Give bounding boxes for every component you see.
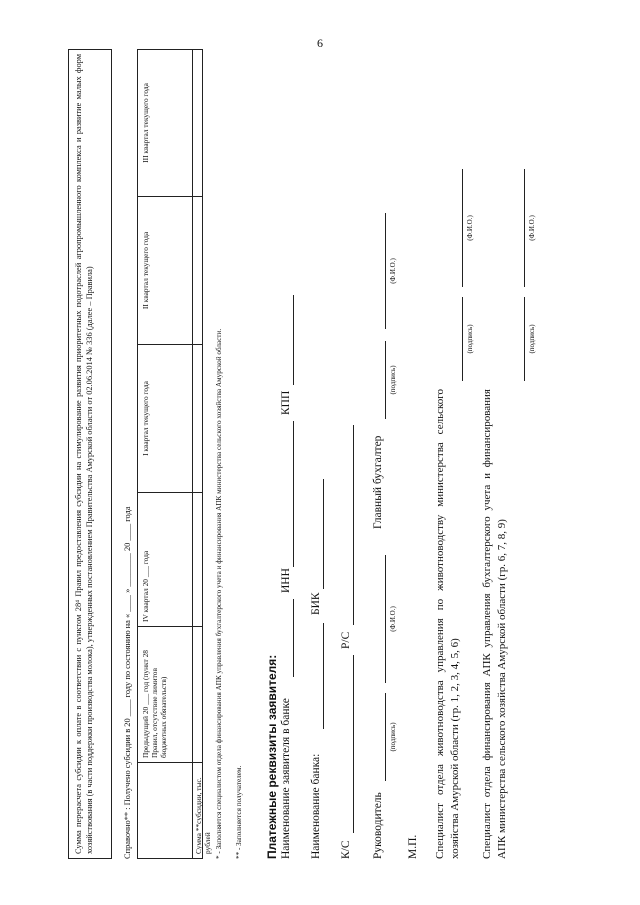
- footnote-1: * - Заполняется специалистом отдела финансирования АПК управления бухгалтерского учета и финансирования АПК министерства сельского хозяйства Амурской области.: [215, 328, 223, 859]
- table-col-q3: III квартал текущего года: [137, 49, 192, 197]
- finance-signature-hint: (подпись): [528, 324, 536, 354]
- livestock-name-hint: (Ф.И.О.): [466, 215, 474, 241]
- rs-label: Р/С: [340, 631, 352, 649]
- footnote-2: ** - Заполняется получателем.: [235, 765, 243, 859]
- applicant-bank-line: [293, 599, 294, 677]
- table-cell: [192, 49, 203, 197]
- kpp-label: КПП: [280, 390, 292, 415]
- chief-accountant-label: Главный бухгалтер: [372, 435, 384, 529]
- intro-box: [68, 49, 112, 859]
- table-col-previous-year: Предыдущий 20 ___ год (пункт 28 Правил, отсутствие лимитов бюджетных обязательств): [137, 627, 192, 763]
- bik-label: БИК: [310, 592, 322, 615]
- table-col-q4: IV квартал 20 ___ года: [137, 493, 192, 627]
- ks-line: [353, 655, 354, 833]
- intro-text: Сумма перерасчета субсидии к оплате в соответствии с пунктом 28⁴ Правил предоставления субсидии на стимулирование развития приоритетных подотраслей агропромышленного комплекса и развитие малых форм хозяйствования (в части поддержки производства молока), утвержденных постановлением Правительства Амурской области от 02.06.2014 № 336 (далее – Правила): [74, 54, 94, 854]
- payment-heading: Платежные реквизиты заявителя:: [265, 654, 279, 859]
- ks-label: К/С: [340, 840, 352, 859]
- finance-name-hint: (Ф.И.О.): [528, 215, 536, 241]
- accountant-signature-line: [385, 341, 386, 419]
- livestock-name-line: [462, 169, 463, 287]
- inn-line: [293, 421, 294, 567]
- bank-name-line: [323, 623, 324, 729]
- rs-line: [353, 425, 354, 625]
- table-col-q1: I квартал текущего года: [137, 345, 192, 493]
- bik-line: [323, 479, 324, 589]
- accountant-name-hint: (Ф.И.О.): [389, 258, 397, 284]
- accountant-signature-hint: (подпись): [389, 365, 397, 395]
- kpp-line: [293, 295, 294, 385]
- accountant-name-line: [385, 213, 386, 329]
- page-number: 6: [317, 36, 323, 50]
- table-header-empty: [137, 763, 192, 859]
- finance-signature-line: [524, 297, 525, 381]
- stamp-label: М.П.: [407, 834, 419, 859]
- inn-label: ИНН: [280, 568, 292, 593]
- subsidy-table: [137, 49, 212, 859]
- livestock-signature-hint: (подпись): [466, 324, 474, 354]
- livestock-specialist-text: Специалист отдела животноводства управления по животноводству министерства сельского хозяйства Амурской области (гр. 1, 2, 3, 4, 5, 6): [434, 389, 461, 859]
- reference-line: Справочно** : Получено субсидии в 20 ____ году по состоянию на « ____ » ________ 20 ____ года: [123, 506, 132, 859]
- head-signature-hint: (подпись): [389, 722, 397, 752]
- head-signature-line: [385, 693, 386, 781]
- table-cell: [192, 493, 203, 627]
- head-name-hint: (Ф.И.О.): [389, 606, 397, 632]
- table-cell: [192, 345, 203, 493]
- head-label: Руководитель: [372, 792, 384, 859]
- bank-name-label: Наименование банка:: [310, 753, 322, 859]
- table-col-q2: II квартал текущего года: [137, 197, 192, 345]
- finance-name-line: [524, 169, 525, 287]
- livestock-signature-line: [462, 297, 463, 381]
- head-name-line: [385, 555, 386, 683]
- finance-specialist-text: Специалист отдела финансирования АПК управления бухгалтерского учета и финансирования АПК министерства сельского хозяйства Амурской области (гр. 6, 7, 8, 9): [481, 389, 508, 859]
- table-cell: [192, 627, 203, 763]
- table-cell: [192, 197, 203, 345]
- table-row-label: Сумма **субсидии, тыс. рублей: [192, 763, 203, 859]
- applicant-bank-label: Наименование заявителя в банке: [280, 698, 292, 859]
